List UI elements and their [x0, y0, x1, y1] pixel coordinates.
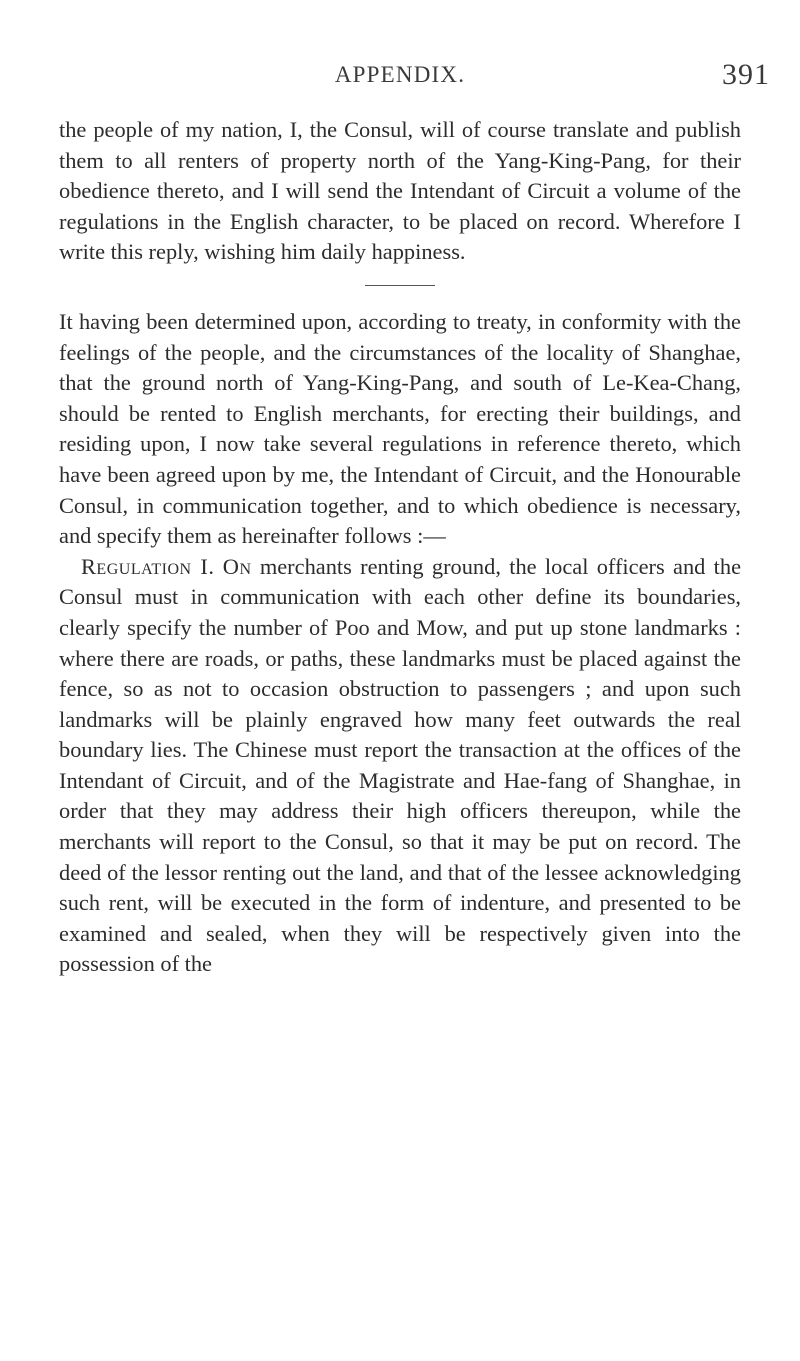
page-number: 391	[722, 58, 770, 91]
paragraph-regulation-1	[59, 552, 741, 980]
regulation-lead-word: On	[222, 553, 252, 579]
running-head	[0, 58, 800, 102]
regulation-heading: Regulation I.	[81, 553, 215, 579]
paragraph-preamble: It having been determined upon, according to treaty, in conformity with the feelings of the people, and the circumstances of the locality of Shanghae, that the ground north of Yang-King-Pang, and south of Le-Kea-Chang, should be rented to English merchants, for erecting their buildings, and residing upon, I now take several regulations in reference thereto, which have been agreed upon by me, the Intendant of Circuit, and the Honourable Consul, in communication together, and to which obedience is necessary, and specify them as hereinafter follows :—	[59, 308, 741, 549]
running-head-title: APPENDIX.	[334, 62, 466, 87]
section-divider	[365, 285, 435, 286]
regulation-text: merchants renting ground, the local officers and the Consul must in communication with each other define its boundaries, clearly specify the number of Poo and Mow, and put up stone landmarks : where there are roads, or paths, these landmarks must be placed against the fence, so as not to occasion obstruction to passengers ; and upon such landmarks will be plainly engraved how many feet outwards the real boundary lies. The Chinese must report the transaction at the offices of the Intendant of Circuit, and of the Magistrate and Hae-fang of Shanghae, in order that they may address their high officers thereupon, while the merchants will report to the Consul, so that it may be put on record. The deed of the lessor renting out the land, and that of the lessee acknowledging such rent, will be executed in the form of indenture, and presented to be examined and sealed, when they will be respectively given into the possession of the	[59, 553, 742, 977]
body-text	[59, 115, 741, 980]
paragraph-letter-end: the people of my nation, I, the Consul, will of course translate and publish them to all renters of property north of the Yang-King-Pang, for their obedience thereto, and I will send the Intendant of Circuit a volume of the regulations in the English character, to be placed on record. Wherefore I write this reply, wishing him daily happiness.	[59, 117, 741, 265]
